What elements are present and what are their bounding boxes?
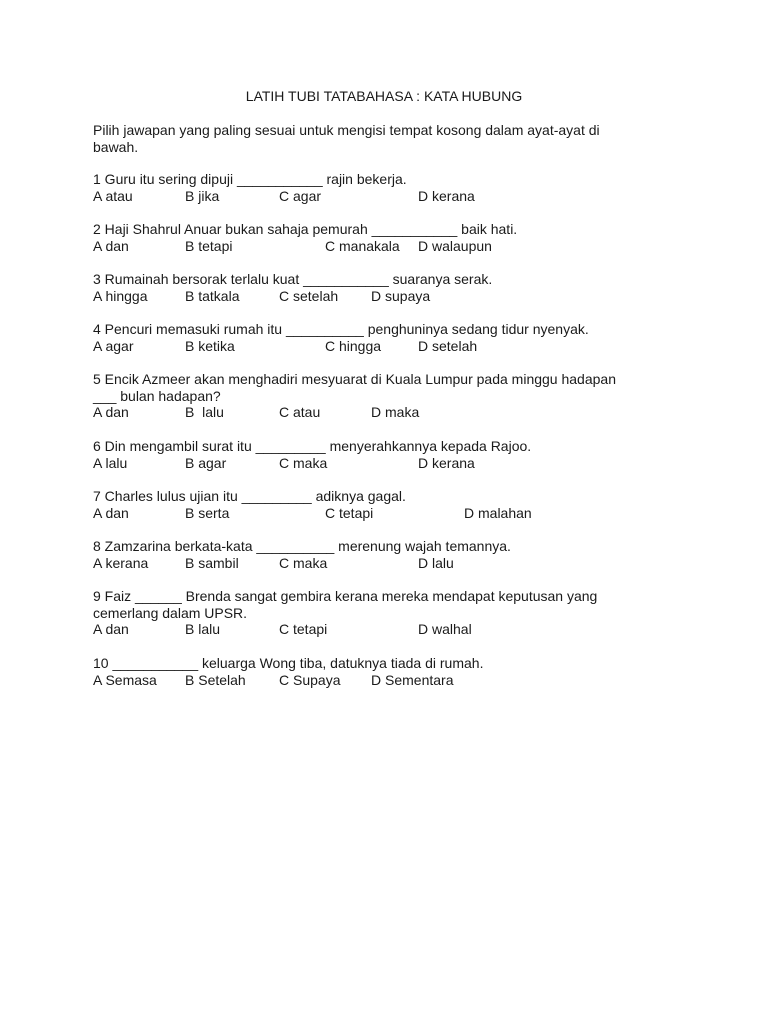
question-text: 4 Pencuri memasuki rumah itu __________ penghuninya sedang tidur nyenyak. xyxy=(93,321,589,337)
option-a: A kerana xyxy=(93,554,149,571)
instructions: Pilih jawapan yang paling sesuai untuk mengisi tempat kosong dalam ayat-ayat di bawah. xyxy=(93,122,600,155)
option-c: C setelah xyxy=(279,287,339,304)
option-c: C agar xyxy=(279,187,322,204)
question-item xyxy=(93,588,693,638)
option-c: C manakala xyxy=(325,237,400,254)
option-b: B Setelah xyxy=(185,671,246,688)
option-b: B lalu xyxy=(185,404,224,421)
option-d: D malahan xyxy=(464,504,532,521)
option-a: A atau xyxy=(93,187,133,204)
option-b: B tatkala xyxy=(185,287,240,304)
answer-options xyxy=(93,188,693,205)
option-a: A dan xyxy=(93,504,129,521)
option-b: B tetapi xyxy=(185,237,233,254)
question-item xyxy=(93,321,693,355)
question-text: 9 Faiz ______ Brenda sangat gembira kerana mereka mendapat keputusan yang cemerlang dalam UPSR. xyxy=(93,588,598,621)
option-b: B serta xyxy=(185,504,230,521)
answer-options xyxy=(93,404,693,421)
option-c: C Supaya xyxy=(279,671,341,688)
answer-options xyxy=(93,621,693,638)
option-d: D supaya xyxy=(371,287,431,304)
option-c: C tetapi xyxy=(325,504,374,521)
answer-options xyxy=(93,555,693,572)
question-item xyxy=(93,488,693,522)
answer-options xyxy=(93,455,693,472)
option-d: D kerana xyxy=(418,187,475,204)
option-d: D walhal xyxy=(418,621,472,638)
question-text: 2 Haji Shahrul Anuar bukan sahaja pemurah ___________ baik hati. xyxy=(93,221,518,237)
option-c: C maka xyxy=(279,554,328,571)
option-c: C hingga xyxy=(325,337,382,354)
option-b: B lalu xyxy=(185,621,221,638)
question-text: 5 Encik Azmeer akan menghadiri mesyuarat di Kuala Lumpur pada minggu hadapan ___ bulan hadapan? xyxy=(93,371,616,404)
answer-options xyxy=(93,505,693,522)
option-b: B agar xyxy=(185,454,227,471)
question-text: 6 Din mengambil surat itu _________ menyerahkannya kepada Rajoo. xyxy=(93,438,532,454)
option-d: D Sementara xyxy=(371,671,454,688)
option-c: C atau xyxy=(279,404,321,421)
question-text: 3 Rumainah bersorak terlalu kuat ___________ suaranya serak. xyxy=(93,271,493,287)
question-item xyxy=(93,371,693,421)
option-b: B ketika xyxy=(185,337,235,354)
question-text: 10 ___________ keluarga Wong tiba, datuknya tiada di rumah. xyxy=(93,655,484,671)
option-d: D setelah xyxy=(418,337,478,354)
question-item xyxy=(93,655,693,689)
option-a: A hingga xyxy=(93,287,148,304)
question-item xyxy=(93,438,693,472)
question-text: 8 Zamzarina berkata-kata __________ merenung wajah temannya. xyxy=(93,538,511,554)
page-title: LATIH TUBI TATABAHASA : KATA HUBUNG xyxy=(245,88,523,104)
option-a: A dan xyxy=(93,404,129,421)
option-b: B sambil xyxy=(185,554,239,571)
option-a: A agar xyxy=(93,337,134,354)
question-item xyxy=(93,171,693,205)
option-c: C maka xyxy=(279,454,328,471)
answer-options xyxy=(93,338,693,355)
option-b: B jika xyxy=(185,187,220,204)
option-a: A lalu xyxy=(93,454,128,471)
answer-options xyxy=(93,288,693,305)
option-d: D walaupun xyxy=(418,237,492,254)
option-a: A dan xyxy=(93,237,129,254)
answer-options xyxy=(93,238,693,255)
question-item xyxy=(93,538,693,572)
option-c: C tetapi xyxy=(279,621,328,638)
option-d: D kerana xyxy=(418,454,475,471)
option-a: A dan xyxy=(93,621,129,638)
option-d: D lalu xyxy=(418,554,454,571)
question-item xyxy=(93,271,693,305)
option-a: A Semasa xyxy=(93,671,157,688)
answer-options xyxy=(93,672,693,689)
option-d: D maka xyxy=(371,404,420,421)
question-text: 7 Charles lulus ujian itu _________ adiknya gagal. xyxy=(93,488,406,504)
question-item xyxy=(93,221,693,255)
question-text: 1 Guru itu sering dipuji ___________ rajin bekerja. xyxy=(93,171,407,187)
